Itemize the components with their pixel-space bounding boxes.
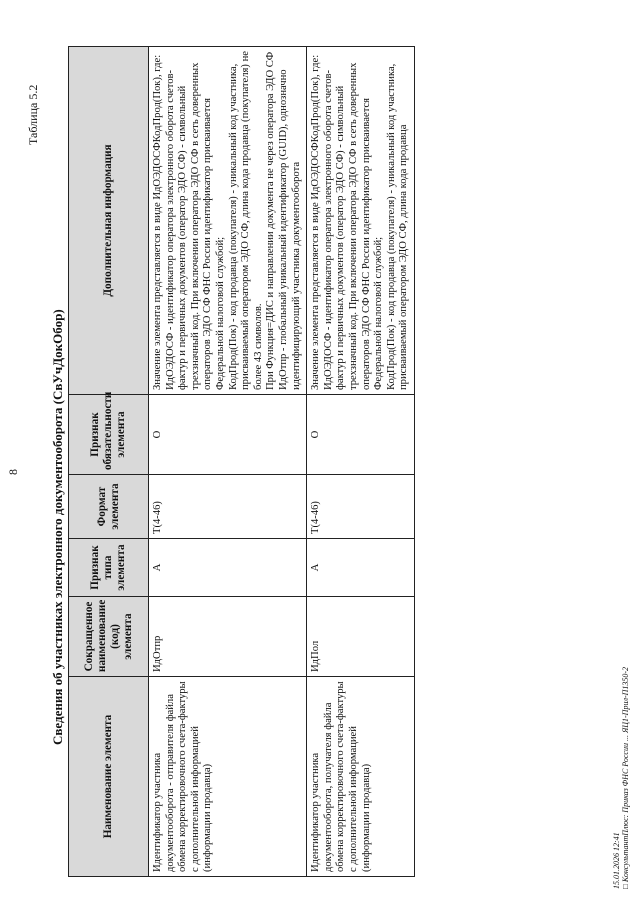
- cell-type: А: [307, 539, 415, 597]
- cell-info: Значение элемента представляется в виде ИдОЭДОСФКодПрод(Пок), где: ИдОЭДОСФ - идентификатор оператора электронного оборота счетов-фактур и первичных документов (оператор ЭДО СФ) - символьный трехзначный код. При включении оператора ЭДО СФ в сеть доверенных операторов ЭДО СФ ФНС России идентификатор присваивается Федеральной налоговой службой; КодПрод(Пок) - код продавца (покупателя) - уникальный код участника, присваиваемый оператором ЭДО СФ, длина кода продавца (покупателя) не более 43 символов. При Функция=ДИС и направлении документа не через оператора ЭДО СФ ИдОтпр - глобальный уникальный идентификатор (GUID), однозначно идентифицирующий участника документооборота: [149, 47, 307, 395]
- footer-stamp: [612, 667, 630, 889]
- header-type: Признак типа элемента: [69, 539, 149, 597]
- page-number: 8: [6, 469, 20, 475]
- elements-table: [68, 46, 415, 877]
- cell-required: О: [149, 395, 307, 475]
- footer-source: □ КонсультантПлюс: Приказ ФНС России ... ЯЦ1-Прил-П1350-2: [621, 666, 630, 889]
- footer-date: 15.01.2026 12:41: [612, 832, 621, 889]
- header-code: Сокращенное наименование (код) элемента: [69, 597, 149, 677]
- cell-format: Т(4-46): [307, 475, 415, 539]
- cell-info: Значение элемента представляется в виде ИдОЭДОСФКодПрод(Пок), где: ИдОЭДОСФ - идентификатор оператора электронного оборота счетов-фактур и первичных документов (оператор ЭДО СФ) - символьный трехзначный код. При включении оператора ЭДО СФ в сеть доверенных операторов ЭДО СФ ФНС России идентификатор присваивается Федеральной налоговой службой; КодПрод(Пок) - код продавца (покупателя) - уникальный код участника, присваиваемый оператором ЭДО СФ, длина кода продавца: [307, 47, 415, 395]
- header-required: Признак обязательности элемента: [69, 395, 149, 475]
- table-caption: Таблица 5.2: [26, 84, 40, 145]
- cell-name: Идентификатор участника документооборота - отправителя файла обмена корректировочного счета-фактуры с дополнительной информацией (информации продавца): [149, 677, 307, 877]
- table-row: [307, 47, 415, 877]
- header-info: Дополнительная информация: [69, 47, 149, 395]
- cell-format: Т(4-46): [149, 475, 307, 539]
- cell-name: Идентификатор участника документооборота, получателя файла обмена корректировочного счета-фактуры с дополнительной информацией (информации продавца): [307, 677, 415, 877]
- header-name: Наименование элемента: [69, 677, 149, 877]
- cell-code: ИдПол: [307, 597, 415, 677]
- table-title: Сведения об участниках электронного документооборота (СвУчДокОбор): [50, 309, 65, 745]
- cell-type: А: [149, 539, 307, 597]
- table-row: [149, 47, 307, 877]
- cell-required: О: [307, 395, 415, 475]
- header-format: Формат элемента: [69, 475, 149, 539]
- cell-code: ИдОтпр: [149, 597, 307, 677]
- table-header-row: [69, 47, 149, 877]
